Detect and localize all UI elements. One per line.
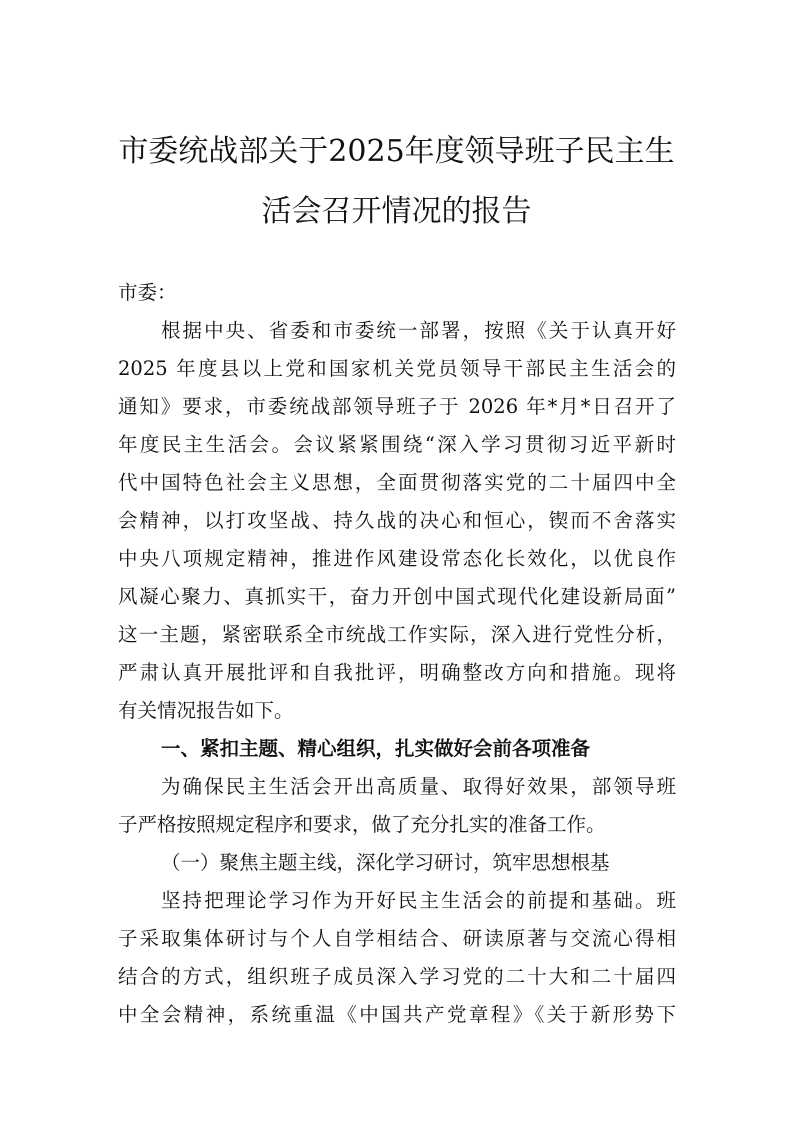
paragraph-line: 坚持把理论学习作为开好民主生活会的前提和基础。班 — [161, 889, 676, 912]
paragraph-line: 这一主题，紧密联系全市统战工作实际，深入进行党性分析， — [118, 623, 676, 646]
paragraph-line: 通知》要求，市委统战部领导班子于 2026 年*月*日召开了 — [118, 395, 676, 418]
paragraph-line: 2025 年度县以上党和国家机关党员领导干部民主生活会的 — [118, 357, 676, 380]
section-heading-1: 一、紧扣主题、精心组织，扎实做好会前各项准备 — [161, 737, 591, 760]
salutation: 市委： — [118, 281, 177, 304]
paragraph-line: 结合的方式，组织班子成员深入学习党的二十大和二十届四 — [118, 965, 676, 988]
paragraph-3 — [118, 882, 676, 1034]
paragraph-line: 有关情况报告如下。 — [118, 699, 294, 722]
paragraph-line: 代中国特色社会主义思想，全面贯彻落实党的二十届四中全 — [118, 471, 676, 494]
document-body — [118, 274, 676, 1034]
paragraph-line: 为确保民主生活会开出高质量、取得好效果，部领导班 — [161, 775, 676, 798]
paragraph-line: 根据中央、省委和市委统一部署，按照《关于认真开好 — [161, 319, 676, 342]
paragraph-line: 中央八项规定精神，推进作风建设常态化长效化，以优良作 — [118, 547, 676, 570]
paragraph-line: 会精神，以打攻坚战、持久战的决心和恒心，锲而不舍落实 — [118, 509, 676, 532]
paragraph-line: 子严格按照规定程序和要求，做了充分扎实的准备工作。 — [118, 813, 606, 836]
paragraph-line: 子采取集体研讨与个人自学相结合、研读原著与交流心得相 — [118, 927, 676, 950]
paragraph-line: 年度民主生活会。会议紧紧围绕“深入学习贯彻习近平新时 — [118, 433, 676, 456]
document-title-line-2: 活会召开情况的报告 — [261, 194, 532, 229]
paragraph-2 — [118, 768, 676, 844]
document-title-line-1: 市委统战部关于2025年度领导班子民主生 — [118, 134, 675, 169]
paragraph-line: 中全会精神，系统重温《中国共产党章程》《关于新形势下 — [118, 1003, 676, 1026]
paragraph-1 — [118, 312, 676, 730]
paragraph-line: 严肃认真开展批评和自我批评，明确整改方向和措施。现将 — [118, 661, 676, 684]
paragraph-line: 风凝心聚力、真抓实干，奋力开创中国式现代化建设新局面” — [118, 585, 676, 608]
subsection-heading-1: （一）聚焦主题主线，深化学习研讨，筑牢思想根基 — [161, 851, 610, 874]
